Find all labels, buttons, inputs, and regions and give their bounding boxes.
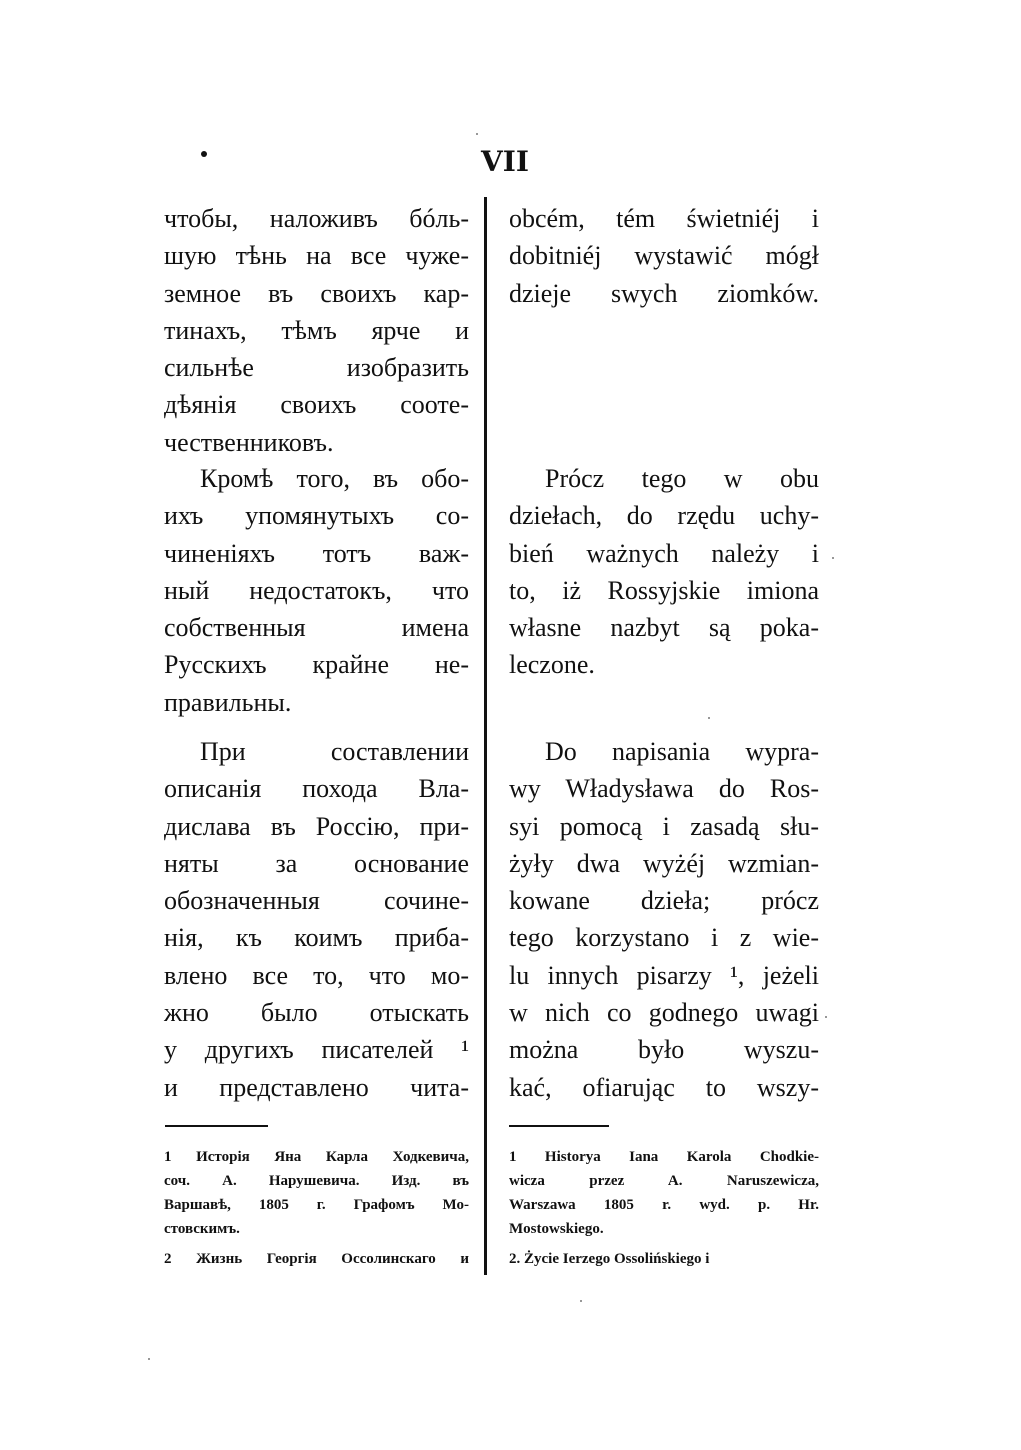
left-paragraph-3 (164, 733, 469, 1106)
text-line: Prócz tego w obu (545, 464, 819, 493)
left-paragraph-1 (164, 200, 469, 461)
text-line: bień ważnych należy i (509, 538, 819, 568)
text-line: syi pomocą i zasadą słu- (509, 811, 819, 841)
footnote-line: Варшавѣ, 1805 г. Графомъ Мо- (164, 1197, 469, 1213)
text-line: w nich co godnego uwagi (509, 998, 819, 1028)
footnote-line: wicza przez A. Naruszewicza, (509, 1173, 819, 1189)
text-line: тинахъ, тѣмъ ярче и (164, 315, 469, 345)
scan-speck (708, 717, 710, 719)
footnote-line: 1 Historya Iana Karola Chodkie- (509, 1149, 819, 1165)
text-line: При составлении (200, 737, 469, 766)
text-line: земное въ своихъ кар- (164, 278, 469, 308)
text-line: kać, ofiarując to wszy- (509, 1072, 819, 1102)
text-line: чественниковъ. (164, 427, 334, 457)
text-line: dzieje swych ziomków. (509, 278, 819, 308)
left-paragraph-2 (164, 460, 469, 721)
footnote-rule-left (165, 1125, 268, 1127)
footnote-line: Mostowskiego. (509, 1221, 604, 1237)
scan-speck (580, 1300, 582, 1302)
text-line: дѣянія своихъ сооте- (164, 390, 469, 420)
text-line: ихъ упомянутыхъ со- (164, 501, 469, 531)
footnotes-right (509, 1145, 819, 1277)
text-line: описанія похода Вла- (164, 774, 469, 804)
text-line: обозначенныя сочине- (164, 886, 469, 916)
footnote-line: стовскимъ. (164, 1221, 240, 1237)
text-line: żyły dwa wyżéj wzmian- (509, 848, 819, 878)
text-line: дислава въ Россію, при- (164, 811, 469, 841)
footnote-1-right (509, 1145, 819, 1241)
text-line: собственныя имена (164, 613, 469, 643)
footnote-rule-right (509, 1125, 609, 1127)
text-line: dobitniéj wystawić mógł (509, 241, 819, 271)
text-line: tego korzystano i z wie- (509, 923, 819, 953)
text-line: няты за основание (164, 848, 469, 878)
text-line: Русскихъ крайне не- (164, 650, 469, 680)
text-line: чиненіяхъ тотъ важ- (164, 538, 469, 568)
footnote-line: 2. Życie Ierzego Ossolińskiego i (509, 1251, 710, 1267)
column-divider (484, 197, 487, 1275)
text-line: leczone. (509, 650, 595, 680)
text-line: сильнѣе изобразить (164, 353, 469, 383)
left-column-russian (164, 200, 469, 1102)
text-line: нія, къ коимъ приба- (164, 923, 469, 953)
scan-speck (476, 133, 478, 135)
text-line: można było wyszu- (509, 1035, 819, 1065)
scan-speck (148, 1358, 150, 1360)
text-line: ный недостатокъ, что (164, 575, 469, 605)
footnote-line: 2 Жизнь Георгія Оссолинскаго и (164, 1251, 469, 1267)
footnotes-left (164, 1145, 469, 1277)
footnote-2-left (164, 1247, 469, 1271)
text-line: чтобы, наложивъ бóль- (164, 204, 469, 233)
text-line: шую тѣнь на все чуже- (164, 241, 469, 271)
right-column-polish (509, 200, 819, 1102)
text-line: Кромѣ того, въ обо- (200, 464, 469, 493)
text-line: własne nazbyt są poka- (509, 613, 819, 643)
text-line: lu innych pisarzy ¹, jeżeli (509, 960, 819, 990)
text-line: obcém, tém świetniéj i (509, 204, 819, 233)
footnote-1-left (164, 1145, 469, 1241)
text-line: to, iż Rossyjskie imiona (509, 575, 819, 605)
page-ornament-dot (201, 151, 207, 157)
text-line: жно было отыскать (164, 998, 469, 1028)
text-line: правильны. (164, 687, 292, 717)
page-number: VII (481, 145, 529, 178)
footnote-2-right (509, 1247, 819, 1271)
text-line: влено все то, что мо- (164, 960, 469, 990)
scan-speck (832, 557, 834, 559)
right-paragraph-3 (509, 733, 819, 1106)
text-line: у другихъ писателей ¹ (164, 1035, 469, 1065)
text-line: dziełach, do rzędu uchy- (509, 501, 819, 531)
footnote-line: соч. А. Нарушевича. Изд. въ (164, 1173, 469, 1189)
right-paragraph-2 (509, 460, 819, 684)
right-paragraph-1 (509, 200, 819, 312)
text-line: wy Władysława do Ros- (509, 774, 819, 804)
text-line: Do napisania wypra- (545, 737, 819, 766)
text-line: kowane dzieła; prócz (509, 886, 819, 916)
scan-speck (825, 1016, 827, 1018)
footnote-line: 1 Исторія Яна Карла Ходкевича, (164, 1149, 469, 1165)
footnote-line: Warszawa 1805 r. wyd. p. Hr. (509, 1197, 819, 1213)
text-line: и представлено чита- (164, 1072, 469, 1102)
